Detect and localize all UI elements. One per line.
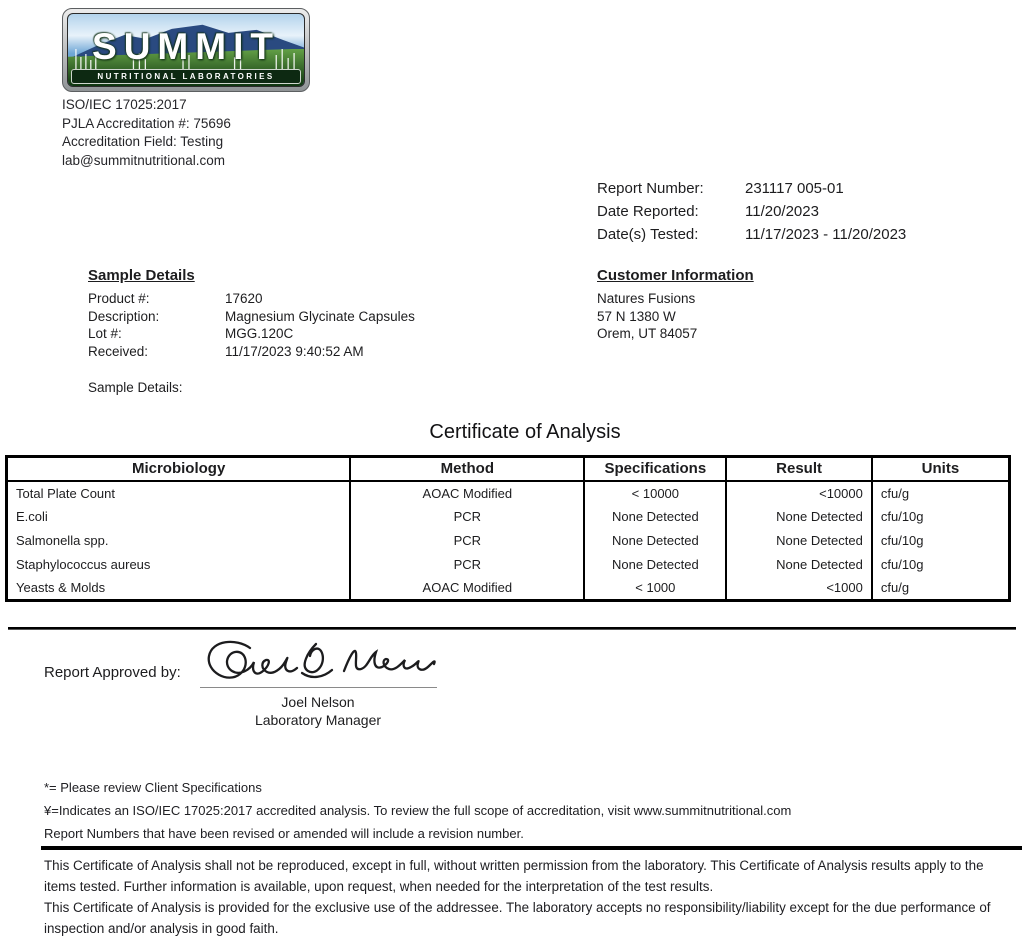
table-cell: None Detected: [726, 553, 872, 577]
product-number-value: 17620: [225, 291, 263, 306]
table-cell: None Detected: [726, 529, 872, 553]
customer-info-section: [597, 267, 754, 343]
sample-details-extra-label: Sample Details:: [88, 380, 183, 395]
accreditation-line: ISO/IEC 17025:2017: [62, 97, 187, 112]
disclaimer-paragraph: This Certificate of Analysis shall not be reproduced, except in full, without written permission from the laboratory. This Certificate of Analysis results apply to the items tested. Further information is available, upon request, when needed for the interpretation of the test results.: [44, 858, 984, 894]
divider-line: [41, 846, 1022, 850]
col-header-specifications: Specifications: [584, 457, 726, 481]
signature-icon: [198, 636, 440, 690]
report-info-block: [597, 177, 906, 246]
table-row: [7, 481, 1010, 505]
customer-name: Natures Fusions: [597, 291, 696, 306]
table-cell: < 10000: [584, 481, 726, 505]
col-header-method: Method: [350, 457, 584, 481]
footnote-accredited-analysis: ¥=Indicates an ISO/IEC 17025:2017 accredited analysis. To review the full scope of accreditation, visit www.summitnutritional.com: [44, 803, 792, 818]
customer-city: Orem, UT 84057: [597, 326, 698, 341]
table-cell: None Detected: [584, 529, 726, 553]
description-label: Description:: [88, 308, 160, 324]
accreditation-block: [62, 96, 231, 170]
table-cell: AOAC Modified: [350, 577, 584, 601]
table-cell: PCR: [350, 529, 584, 553]
date-reported-label: Date Reported:: [597, 203, 699, 220]
dates-tested-value: 11/17/2023 - 11/20/2023: [745, 226, 907, 243]
table-row: [7, 553, 1010, 577]
table-row: [7, 505, 1010, 529]
date-reported-value: 11/20/2023: [745, 203, 819, 220]
logo-tagline: NUTRITIONAL LABORATORIES: [71, 69, 301, 84]
received-value: 11/17/2023 9:40:52 AM: [225, 343, 364, 359]
divider-line: [8, 627, 1016, 630]
sample-details-section: [88, 267, 415, 360]
table-cell: E.coli: [7, 505, 351, 529]
table-cell: cfu/10g: [880, 509, 924, 524]
signature-underline: [200, 687, 437, 688]
lot-number-value: MGG.120C: [225, 326, 294, 341]
disclaimer-block: [44, 855, 1016, 939]
summit-logo: [62, 8, 310, 92]
logo-scene: [67, 13, 305, 87]
table-cell: PCR: [350, 505, 584, 529]
results-table: [5, 455, 1011, 602]
table-cell: Yeasts & Molds: [7, 577, 351, 601]
lot-number-label: Lot #:: [88, 326, 122, 341]
description-value: Magnesium Glycinate Capsules: [225, 308, 415, 324]
table-header-row: [7, 457, 1010, 481]
customer-address: [597, 290, 754, 343]
table-cell: None Detected: [584, 505, 726, 529]
product-number-label: Product #:: [88, 291, 150, 306]
table-row: [7, 577, 1010, 601]
table-cell: cfu/10g: [880, 533, 924, 548]
sample-details-fields: [88, 290, 415, 360]
footnote-client-specs: *= Please review Client Specifications: [44, 780, 262, 795]
table-cell: cfu/g: [880, 580, 910, 596]
table-cell: None Detected: [726, 505, 872, 529]
table-cell: Total Plate Count: [7, 481, 351, 505]
received-label: Received:: [88, 343, 149, 359]
footnotes-block: [44, 776, 791, 845]
report-approved-by-label: Report Approved by:: [44, 664, 181, 681]
col-header-units: Units: [872, 457, 1010, 481]
accreditation-line: PJLA Accreditation #: 75696: [62, 115, 231, 131]
table-cell: PCR: [350, 553, 584, 577]
col-header-microbiology: Microbiology: [7, 457, 351, 481]
logo-wordmark: SUMMIT: [92, 26, 280, 67]
report-number-label: Report Number:: [597, 180, 704, 197]
page-title: Certificate of Analysis: [429, 421, 621, 443]
col-header-result: Result: [726, 457, 872, 481]
footnote-revision: Report Numbers that have been revised or amended will include a revision number.: [44, 826, 524, 841]
signer-title: Laboratory Manager: [254, 712, 382, 728]
sample-details-heading: Sample Details: [88, 267, 195, 284]
signer-block: [198, 693, 438, 729]
table-cell: < 1000: [584, 577, 726, 601]
lab-email-text: lab@summitnutritional.com: [62, 152, 226, 168]
table-cell: Staphylococcus aureus: [7, 553, 351, 577]
table-cell: cfu/g: [880, 485, 910, 501]
table-cell: <10000: [726, 481, 872, 505]
table-cell: <1000: [726, 577, 872, 601]
dates-tested-label: Date(s) Tested:: [597, 226, 699, 243]
signer-name: Joel Nelson: [281, 694, 355, 710]
report-number-value: 231117 005-01: [745, 180, 844, 197]
table-cell: None Detected: [584, 553, 726, 577]
disclaimer-paragraph: This Certificate of Analysis is provided for the exclusive use of the addressee. The laboratory accepts no responsibility/liability except for the due performance of inspection and/or analysis in good faith.: [44, 900, 991, 936]
table-cell: AOAC Modified: [350, 481, 584, 505]
customer-info-heading: Customer Information: [597, 267, 754, 284]
results-table-body: [7, 481, 1010, 601]
table-row: [7, 529, 1010, 553]
accreditation-line: Accreditation Field: Testing: [62, 134, 224, 149]
table-cell: cfu/10g: [880, 557, 924, 572]
customer-street: 57 N 1380 W: [597, 308, 676, 324]
table-cell: Salmonella spp.: [7, 529, 351, 553]
